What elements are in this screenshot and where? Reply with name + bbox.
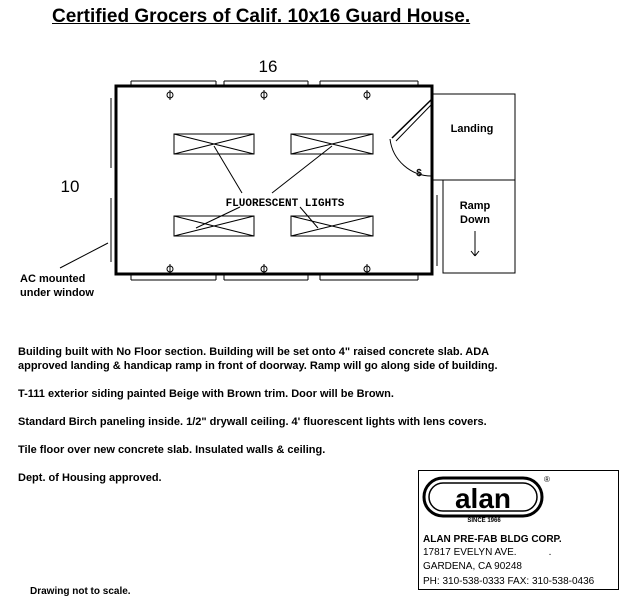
ramp-label-2: Down: [460, 214, 490, 226]
building-outline: [116, 86, 432, 274]
ac-label-line-2: under window: [20, 287, 94, 299]
note-line: approved landing & handicap ramp in front of doorway. Ramp will go along side of building.: [18, 360, 498, 372]
landing-label: Landing: [450, 123, 494, 135]
note-line: Building built with No Floor section. Building will be set onto 4" raised concrete slab. ADA: [18, 346, 490, 358]
ramp-label-1: Ramp: [459, 200, 491, 212]
note-line: Dept. of Housing approved.: [18, 472, 162, 484]
company-address: [423, 547, 551, 558]
address-dot: .: [548, 547, 552, 558]
depth-dimension: 10: [60, 177, 80, 196]
company-city: GARDENA, CA 90248: [423, 561, 522, 572]
ramp-down-arrow-icon: [471, 231, 479, 256]
ac-leader-line: [60, 243, 108, 268]
page-title: Certified Grocers of Calif. 10x16 Guard House.: [52, 6, 471, 27]
light-fixtures: [174, 134, 373, 236]
note-line: Tile floor over new concrete slab. Insulated walls & ceiling.: [18, 444, 326, 456]
address-line: 17817 EVELYN AVE.: [423, 547, 517, 558]
lights-label: FLUORESCENT LIGHTS: [225, 198, 345, 210]
width-dimension: 16: [258, 57, 278, 76]
registered-mark: ®: [544, 475, 550, 484]
company-name: ALAN PRE-FAB BLDG CORP.: [423, 534, 562, 545]
ramp: [443, 180, 515, 273]
outlet-icons: [167, 90, 370, 274]
landing: [432, 94, 515, 180]
footer-note: Drawing not to scale.: [30, 586, 131, 597]
logo-wordmark: alan: [454, 483, 512, 514]
door: [390, 99, 432, 176]
ac-label-line-1: AC mounted: [20, 273, 86, 285]
note-line: Standard Birch paneling inside. 1/2" drywall ceiling. 4' fluorescent lights with lens covers.: [18, 416, 487, 428]
company-logo: [418, 470, 618, 530]
ac-label: [20, 272, 94, 300]
switch-symbol: $: [416, 168, 422, 179]
since-label: SINCE 1966: [467, 518, 501, 524]
note-line: T-111 exterior siding painted Beige with Brown trim. Door will be Brown.: [18, 388, 394, 400]
company-phone: PH: 310-538-0333 FAX: 310-538-0436: [423, 576, 595, 587]
